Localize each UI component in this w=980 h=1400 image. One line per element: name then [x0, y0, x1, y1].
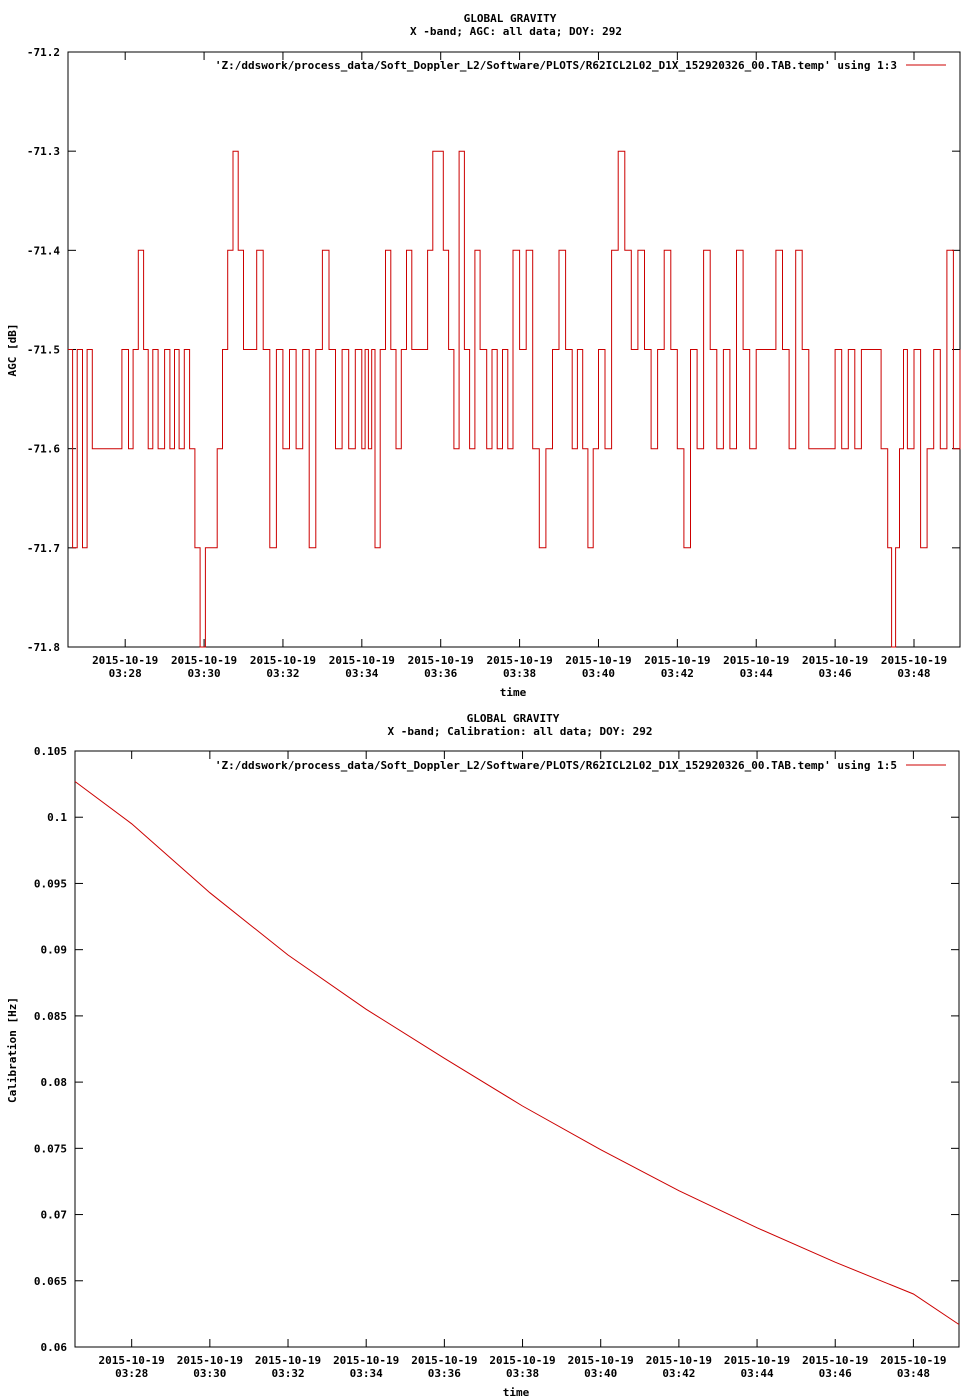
x-tick-date: 2015-10-19: [254, 1354, 322, 1367]
x-tick-date: 2015-10-19: [92, 654, 159, 667]
plot-frame: [68, 52, 960, 647]
legend-label: 'Z:/ddswork/process_data/Soft_Doppler_L2/Software/PLOTS/R62ICL2L02_D1X_152920326_00.TAB.temp' using 1:5: [214, 759, 897, 772]
x-tick-time: 03:30: [193, 1367, 227, 1380]
legend-label: 'Z:/ddswork/process_data/Soft_Doppler_L2/Software/PLOTS/R62ICL2L02_D1X_152920326_00.TAB.temp' using 1:3: [214, 59, 897, 72]
x-tick-time: 03:42: [662, 1367, 696, 1380]
y-ticks: [34, 745, 959, 1354]
x-ticks: [99, 751, 947, 1380]
y-tick-label: -71.3: [26, 145, 60, 159]
x-tick-time: 03:34: [345, 667, 379, 680]
x-tick-time: 03:32: [271, 1367, 305, 1380]
data-series: [68, 151, 960, 647]
chart-subtitle: X -band; Calibration: all data; DOY: 292: [387, 725, 653, 738]
y-tick-label: -71.8: [26, 641, 60, 654]
x-tick-date: 2015-10-19: [723, 1354, 791, 1367]
y-tick-label: 0.065: [33, 1274, 67, 1288]
x-tick-time: 03:46: [818, 667, 852, 680]
x-tick-time: 03:38: [503, 667, 537, 680]
y-tick-label: -71.6: [26, 442, 60, 456]
chart-title: GLOBAL GRAVITY: [463, 12, 557, 25]
x-tick-time: 03:44: [740, 1367, 774, 1380]
x-tick-time: 03:46: [818, 1367, 852, 1380]
y-tick-label: 0.085: [33, 1009, 67, 1023]
x-tick-date: 2015-10-19: [333, 1354, 400, 1367]
y-tick-label: 0.095: [33, 877, 67, 891]
y-tick-label: 0.09: [40, 943, 67, 957]
x-tick-date: 2015-10-19: [328, 654, 395, 667]
y-tick-label: -71.5: [26, 343, 60, 357]
y-tick-label: 0.08: [40, 1076, 67, 1090]
chart-title: GLOBAL GRAVITY: [466, 712, 560, 725]
x-tick-time: 03:34: [349, 1367, 383, 1380]
x-tick-date: 2015-10-19: [486, 654, 553, 667]
x-tick-time: 03:40: [581, 667, 616, 680]
x-tick-date: 2015-10-19: [176, 1354, 243, 1367]
x-tick-time: 03:44: [739, 667, 773, 680]
x-tick-date: 2015-10-19: [567, 1354, 634, 1367]
x-axis-label: time: [502, 1386, 530, 1399]
x-tick-date: 2015-10-19: [644, 654, 711, 667]
y-tick-label: 0.1: [47, 811, 67, 825]
x-tick-date: 2015-10-19: [723, 654, 790, 667]
x-tick-time: 03:38: [505, 1367, 540, 1380]
y-tick-label: 0.06: [40, 1341, 67, 1354]
data-series: [75, 782, 959, 1325]
x-tick-date: 2015-10-19: [565, 654, 632, 667]
series-line: [75, 782, 959, 1325]
y-tick-label: -71.4: [26, 244, 60, 258]
x-tick-time: 03:48: [896, 1367, 930, 1380]
x-tick-time: 03:48: [897, 667, 931, 680]
x-tick-date: 2015-10-19: [407, 654, 474, 667]
x-tick-date: 2015-10-19: [489, 1354, 556, 1367]
y-tick-label: 0.075: [33, 1142, 67, 1156]
x-ticks: [92, 52, 947, 680]
x-tick-date: 2015-10-19: [411, 1354, 478, 1367]
x-tick-date: 2015-10-19: [880, 1354, 947, 1367]
y-tick-label: -71.7: [26, 541, 60, 555]
x-axis-label: time: [499, 686, 527, 699]
x-tick-time: 03:36: [424, 667, 458, 680]
plot-frame: [75, 751, 959, 1347]
x-tick-date: 2015-10-19: [802, 1354, 869, 1367]
y-axis-label: AGC [dB]: [6, 323, 19, 377]
calibration-chart: [0, 700, 980, 1400]
x-tick-time: 03:28: [115, 1367, 149, 1380]
x-tick-date: 2015-10-19: [249, 654, 317, 667]
x-tick-time: 03:42: [660, 667, 694, 680]
x-tick-time: 03:36: [427, 1367, 461, 1380]
chart-subtitle: X -band; AGC: all data; DOY: 292: [410, 25, 622, 38]
x-tick-date: 2015-10-19: [98, 1354, 165, 1367]
y-axis-label: Calibration [Hz]: [6, 997, 19, 1103]
x-tick-time: 03:40: [584, 1367, 618, 1380]
x-tick-time: 03:30: [187, 667, 221, 680]
x-tick-time: 03:32: [266, 667, 300, 680]
x-tick-date: 2015-10-19: [170, 654, 238, 667]
x-tick-time: 03:28: [108, 667, 142, 680]
series-line: [68, 151, 960, 647]
y-tick-label: 0.07: [40, 1208, 67, 1222]
y-tick-label: -71.2: [26, 46, 60, 59]
x-tick-date: 2015-10-19: [645, 1354, 712, 1367]
x-tick-date: 2015-10-19: [880, 654, 948, 667]
y-tick-label: 0.105: [33, 745, 67, 758]
x-tick-date: 2015-10-19: [801, 654, 869, 667]
